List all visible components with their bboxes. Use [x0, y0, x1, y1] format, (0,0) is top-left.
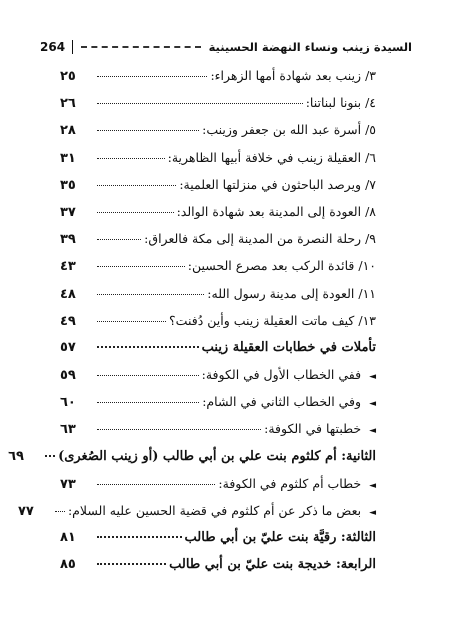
toc-entry	[60, 421, 376, 448]
toc-entry	[60, 476, 376, 503]
toc-entry	[60, 258, 376, 285]
toc-entry-label: ◄ بعض ما ذكر عن أم كلثوم في قضية الحسين عليه السلام:	[68, 503, 376, 518]
toc-entry-label: ١٠/ قائدة الركب بعد مصرع الحسين:	[187, 258, 376, 274]
running-header	[40, 36, 412, 58]
toc-entry-page: ٤٩	[60, 313, 76, 329]
toc-entry	[60, 231, 376, 258]
toc-entry-page: ٤٣	[60, 259, 76, 275]
dot-leader	[97, 563, 166, 565]
toc-entry-label: ٦/ العقيلة زينب في خلافة أبيها الظاهرية:	[167, 149, 376, 165]
toc-entry-label: ١٣/ كيف ماتت العقيلة زينب وأين دُفنت؟	[169, 312, 376, 328]
toc-entry	[60, 313, 376, 340]
toc-entry-label: ٧/ ويرصد الباحثون في منزلتها العلمية:	[179, 176, 376, 192]
toc-entry-label: الثالثة: رقيَّة بنت عليّ بن أبي طالب	[184, 530, 376, 546]
toc-entry-page: ٣١	[60, 150, 76, 166]
toc-entry-label: ٤/ بنونا لبناتنا:	[305, 95, 376, 111]
dot-leader	[45, 455, 55, 457]
toc-entry	[60, 394, 376, 421]
toc-entry-label: تأملات في خطابات العقيلة زينب	[201, 339, 376, 355]
header-title: السيدة زينب ونساء النهضة الحسينية	[208, 40, 412, 54]
toc-entry-page: ٣٥	[60, 177, 76, 193]
table-of-contents	[8, 68, 376, 585]
toc-entry-page: ٦٣	[60, 422, 76, 438]
toc-entry-label: ◄ ففي الخطاب الأول في الكوفة:	[202, 367, 376, 382]
dot-leader	[97, 429, 261, 430]
toc-entry-page: ٦٠	[60, 395, 76, 411]
toc-entry	[17, 503, 376, 530]
toc-entry-label: ◄ خطبتها في الكوفة:	[264, 421, 376, 436]
toc-entry-label: الرابعة: خديجة بنت عليّ بن أبي طالب	[169, 557, 376, 573]
header-separator	[72, 40, 73, 54]
toc-entry-page: ٧٧	[17, 504, 34, 519]
toc-entry-page: ٥٧	[60, 339, 76, 355]
toc-entry	[60, 68, 376, 95]
dot-leader	[97, 484, 215, 485]
toc-entry	[60, 204, 376, 231]
dot-leader	[97, 346, 199, 348]
toc-entry	[60, 367, 376, 394]
dot-leader	[97, 402, 199, 403]
toc-entry	[8, 448, 376, 476]
page-number: 264	[40, 40, 66, 54]
toc-entry-label: ٩/ رحلة النصرة من المدينة إلى مكة فالعراق:	[144, 231, 376, 247]
toc-entry-page: ٧٣	[60, 476, 76, 492]
dot-leader	[97, 239, 141, 240]
toc-entry-page: ٥٩	[60, 368, 76, 384]
toc-entry	[60, 95, 376, 122]
toc-entry-page: ٣٩	[60, 232, 76, 248]
toc-entry	[60, 340, 376, 367]
toc-entry-page: ٨١	[60, 530, 76, 546]
dot-leader	[97, 212, 174, 213]
dot-leader	[97, 130, 199, 131]
toc-entry-label: الثانية: أم كلثوم بنت علي بن أبي طالب (أو زينب الصُغرى)	[58, 448, 376, 464]
toc-entry-page: ٦٩	[8, 448, 24, 464]
dot-leader	[97, 76, 207, 77]
dot-leader	[97, 185, 176, 186]
toc-entry	[60, 557, 376, 584]
dot-leader	[55, 511, 65, 512]
toc-entry-label: ١١/ العودة إلى مدينة رسول الله:	[207, 285, 376, 301]
toc-entry	[60, 177, 376, 204]
toc-entry	[60, 150, 376, 177]
dot-leader	[97, 536, 182, 538]
toc-entry-label: ٥/ أسرة عبد الله بن جعفر وزينب:	[202, 122, 376, 138]
toc-entry	[60, 122, 376, 149]
dot-leader	[97, 375, 199, 376]
dot-leader	[97, 321, 166, 322]
dot-leader	[97, 158, 165, 159]
header-dashed-rule	[81, 46, 201, 48]
toc-entry-label: ٣/ زينب بعد شهادة أمها الزهراء:	[210, 68, 376, 83]
toc-entry	[60, 286, 376, 313]
dot-leader	[97, 103, 303, 104]
dot-leader	[97, 266, 185, 267]
dot-leader	[97, 294, 204, 295]
toc-entry-page: ٨٥	[60, 557, 76, 573]
toc-entry-page: ٢٨	[60, 123, 76, 139]
toc-entry-label: ٨/ العودة إلى المدينة بعد شهادة الوالد:	[176, 203, 376, 219]
toc-entry-label: ◄ وفي الخطاب الثاني في الشام:	[202, 394, 376, 409]
toc-entry-page: ٤٨	[60, 286, 76, 302]
toc-entry-page: ٢٦	[60, 96, 76, 112]
toc-entry-page: ٢٥	[60, 69, 76, 84]
toc-entry-page: ٣٧	[60, 204, 76, 220]
toc-entry	[60, 530, 376, 557]
toc-entry-label: ◄ خطاب أم كلثوم في الكوفة:	[218, 476, 376, 491]
